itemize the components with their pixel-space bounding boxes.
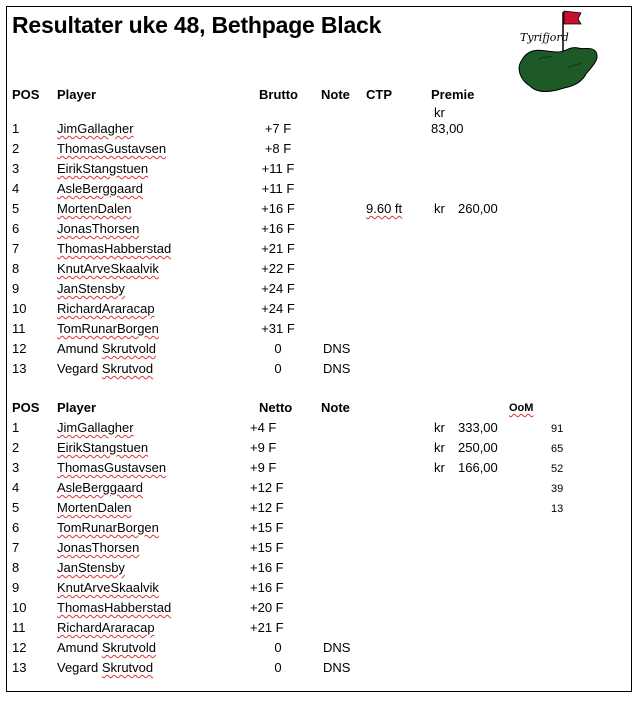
brutto-row-pos: 6 [12,221,20,236]
netto-header-player: Player [57,400,97,415]
brutto-row-score: +16 F [261,221,295,236]
netto-row-pos: 2 [12,440,20,455]
netto-row-pos: 1 [12,420,20,435]
brutto-row-player: MortenDalen [57,201,132,216]
brutto-header-pos: POS [12,87,40,102]
brutto-row-amount: 83,00 [431,121,464,136]
brutto-row-kr: kr [434,105,445,120]
netto-row-kr: kr [434,440,445,455]
netto-row-pos: 9 [12,580,20,595]
brutto-header-premie: Premie [431,87,475,102]
netto-header-oom: OoM [509,402,534,414]
surname-text: Skrutvold [101,341,157,356]
netto-row-oom: 39 [551,483,564,495]
netto-row-player: EirikStangstuen [57,440,149,455]
netto-row-score: +15 F [250,540,284,555]
brutto-row-score: +24 F [261,301,295,316]
brutto-row-score: 0 [274,361,282,376]
brutto-row-pos: 8 [12,261,20,276]
brutto-row-pos: 2 [12,141,20,156]
netto-row-player: KnutArveSkaalvik [57,580,159,595]
brutto-header-note: Note [321,87,350,102]
netto-row-player: Vegard Skrutvod [57,660,154,675]
netto-row-score: +20 F [250,600,284,615]
brutto-row-score: +31 F [261,321,295,336]
netto-row-score: +9 F [250,460,277,475]
netto-row-player: ThomasHabberstad [57,600,172,615]
brutto-row-player: AsleBerggaard [57,181,143,196]
netto-row-amount: 333,00 [458,420,498,435]
netto-row-score: +16 F [250,580,284,595]
brutto-row-pos: 5 [12,201,20,216]
brutto-row-ctp: 9.60 ft [366,201,403,216]
netto-row-amount: 250,00 [458,440,498,455]
page-title: Resultater uke 48, Bethpage Black [12,12,382,38]
brutto-row-note: DNS [323,341,351,356]
netto-row-score: +15 F [250,520,284,535]
netto-row-pos: 3 [12,460,20,475]
netto-row-oom: 52 [551,463,564,475]
brutto-row-player: JonasThorsen [57,221,140,236]
brutto-row-score: +11 F [261,161,295,176]
netto-row-oom: 13 [551,503,564,515]
netto-row-score: +4 F [250,420,277,435]
netto-row-pos: 11 [12,620,26,635]
island-icon [519,48,597,92]
netto-row-score: 0 [274,640,282,655]
brutto-row-player: Vegard Skrutvod [57,361,154,376]
logo-wordmark: Tyrifjord [520,31,569,44]
netto-row-player: RichardAraracap [57,620,155,635]
surname-text: Skrutvod [101,361,154,376]
brutto-row-note: DNS [323,361,351,376]
brutto-row-kr: kr [434,201,445,216]
netto-header-note: Note [321,400,350,415]
netto-row-player: Amund Skrutvold [57,640,157,655]
netto-row-oom: 65 [551,443,564,455]
brutto-row-pos: 9 [12,281,20,296]
flag-icon [564,11,581,24]
brutto-row-player: ThomasGustavsen [57,141,167,156]
netto-row-player: AsleBerggaard [57,480,143,495]
golf-club-logo [508,8,606,98]
brutto-header-ctp: CTP [366,87,392,102]
brutto-row-pos: 7 [12,241,20,256]
brutto-row-score: +22 F [261,261,295,276]
brutto-row-amount: 260,00 [458,201,498,216]
netto-header-pos: POS [12,400,40,415]
netto-row-score: +9 F [250,440,277,455]
netto-row-player: MortenDalen [57,500,132,515]
netto-row-score: +16 F [250,560,284,575]
brutto-row-pos: 11 [12,321,26,336]
netto-header-netto: Netto [259,400,293,415]
netto-row-pos: 13 [12,660,27,675]
brutto-header-player: Player [57,87,97,102]
netto-row-player: JonasThorsen [57,540,140,555]
netto-row-score: +12 F [250,500,284,515]
netto-row-player: JimGallagher [57,420,134,435]
netto-row-kr: kr [434,420,445,435]
brutto-row-player: EirikStangstuen [57,161,149,176]
netto-row-kr: kr [434,460,445,475]
brutto-row-player: KnutArveSkaalvik [57,261,159,276]
brutto-row-pos: 1 [12,121,20,136]
brutto-row-pos: 12 [12,341,27,356]
brutto-row-score: 0 [274,341,282,356]
brutto-row-player: JanStensby [57,281,125,296]
brutto-row-player: RichardAraracap [57,301,155,316]
brutto-row-pos: 10 [12,301,27,316]
brutto-row-score: +11 F [261,181,295,196]
netto-row-note: DNS [323,660,351,675]
brutto-row-player: Amund Skrutvold [57,341,157,356]
netto-row-player: JanStensby [57,560,125,575]
netto-row-score: 0 [274,660,282,675]
brutto-row-pos: 4 [12,181,20,196]
brutto-row-player: ThomasHabberstad [57,241,172,256]
netto-row-pos: 5 [12,500,20,515]
netto-row-player: TomRunarBorgen [57,520,159,535]
brutto-row-pos: 13 [12,361,27,376]
brutto-row-score: +21 F [261,241,295,256]
surname-text: Skrutvold [101,640,157,655]
netto-row-pos: 4 [12,480,20,495]
brutto-row-pos: 3 [12,161,20,176]
brutto-header-brutto: Brutto [259,87,298,102]
netto-row-score: +21 F [250,620,284,635]
brutto-row-player: JimGallagher [57,121,134,136]
brutto-row-score: +8 F [264,141,292,156]
netto-row-amount: 166,00 [458,460,498,475]
surname-text: Skrutvod [101,660,154,675]
brutto-row-player: TomRunarBorgen [57,321,159,336]
netto-row-score: +12 F [250,480,284,495]
netto-row-pos: 12 [12,640,27,655]
netto-row-oom: 91 [551,423,564,435]
netto-row-pos: 6 [12,520,20,535]
netto-row-player: ThomasGustavsen [57,460,167,475]
brutto-row-score: +24 F [261,281,295,296]
netto-row-note: DNS [323,640,351,655]
brutto-row-score: +16 F [261,201,295,216]
brutto-row-score: +7 F [264,121,292,136]
netto-row-pos: 7 [12,540,20,555]
netto-row-pos: 8 [12,560,20,575]
netto-row-pos: 10 [12,600,27,615]
